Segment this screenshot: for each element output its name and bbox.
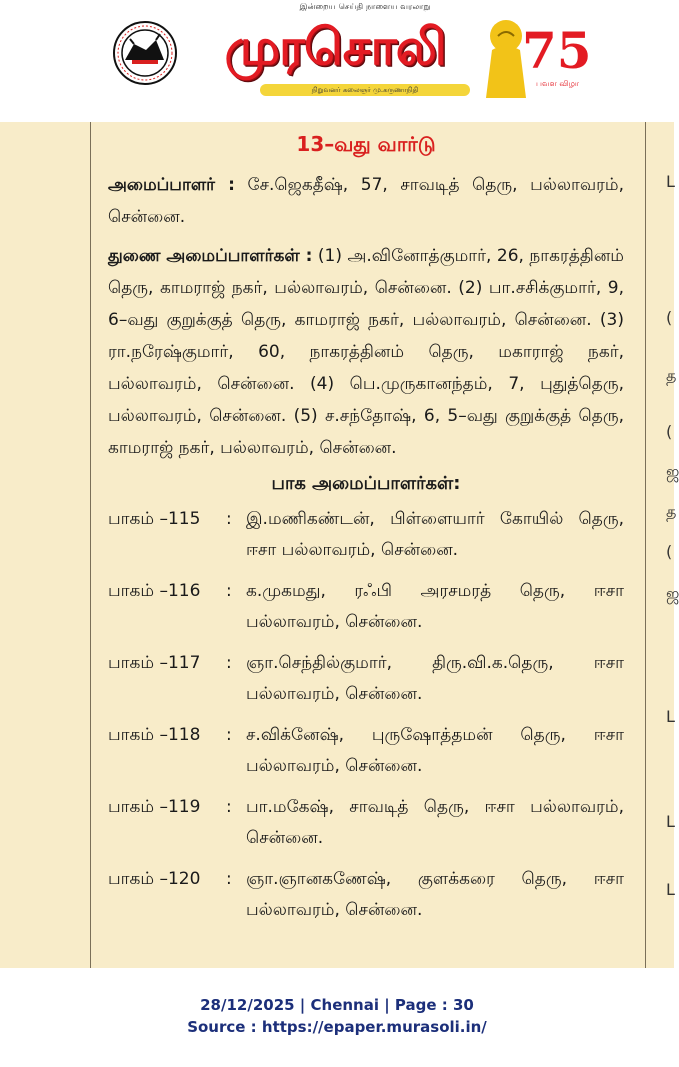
booth-row (108, 504, 624, 566)
booth-label: பாகம் –120 (108, 869, 201, 889)
booth-text: ச.விக்னேஷ், புருஷோத்தமன் தெரு, ஈசா பல்லாவரம், சென்னை. (246, 725, 624, 776)
ward-title: 13–வது வார்டு (296, 132, 436, 156)
booth-row (108, 576, 624, 638)
booth-label: பாகம் –115 (108, 509, 201, 529)
booth-text: ஞா.ஞானகணேஷ், குளக்கரை தெரு, ஈசா பல்லாவரம், சென்னை. (246, 869, 624, 920)
adjacent-column-fragment: ஜ (666, 462, 679, 481)
deputy-label: துணை அமைப்பாளர்கள் : (108, 246, 313, 266)
adjacent-column-fragment: L (666, 880, 675, 899)
booth-row (108, 792, 624, 854)
organizer-paragraph (108, 169, 624, 233)
booth-text: ஞா.செந்தில்குமார், திரு.வி.க.தெரு, ஈசா பல்லாவரம், சென்னை. (246, 653, 624, 704)
newspaper-page (0, 122, 679, 968)
deputy-text: (1) அ.வினோத்குமார், 26, நாகரத்தினம் தெரு, காமராஜ் நகர், பல்லாவரம், சென்னை. (2) பா.சசிக்குமார், 9, 6–வது குறுக்குத் தெரு, காமராஜ் நகர், பல்லாவரம், சென்னை. (3) ரா.நரேஷ்குமார், 60, நாகரத்தினம் தெரு, மகாராஜ் நகர், பல்லாவரம், சென்னை. (4) பெ.முருகானந்தம், 7, புதுத்தெரு, பல்லாவரம், சென்னை. (5) ச.சந்தோஷ், 6, 5–வது குறுக்குத் தெரு, காமராஜ் நகர், பல்லாவரம், சென்னை. (108, 246, 624, 458)
organizer-text: சே.ஜெகதீஷ், 57, சாவடித் தெரு, பல்லாவரம், சென்னை. (108, 175, 625, 227)
booth-text: பா.மகேஷ், சாவடித் தெரு, ஈசா பல்லாவரம், சென்னை. (246, 797, 624, 848)
page-footer (0, 968, 674, 1067)
anniversary-caption: பவள விழா (536, 79, 580, 88)
adjacent-column-fragment: L (666, 812, 675, 831)
adjacent-column-fragment: த (666, 366, 677, 385)
booth-heading: பாக அமைப்பாளர்கள்: (271, 473, 461, 494)
booth-separator: : (226, 797, 232, 817)
masthead (0, 0, 674, 122)
organizer-label: அமைப்பாளர் : (108, 175, 235, 195)
masthead-logo: முரசொலி (224, 18, 446, 76)
booth-label: பாகம் –116 (108, 581, 201, 601)
footer-dateline: 28/12/2025 | Chennai | Page : 30 (200, 996, 474, 1014)
booth-separator: : (226, 869, 232, 889)
adjacent-column-fragment: த (666, 502, 677, 521)
booth-row (108, 864, 624, 926)
booth-label: பாகம் –119 (108, 797, 201, 817)
adjacent-column-fragment: ( (666, 422, 673, 441)
footer-source-link[interactable]: Source : https://epaper.murasoli.in/ (187, 1018, 487, 1036)
anniversary-emblem-icon (476, 6, 592, 102)
booth-separator: : (226, 725, 232, 745)
column-rule-right (645, 122, 646, 968)
booth-label: பாகம் –118 (108, 725, 201, 745)
booth-row (108, 720, 624, 782)
booth-separator: : (226, 509, 232, 529)
ward-article (108, 122, 624, 936)
adjacent-column-fragment: ஜ (666, 584, 679, 603)
masthead-sub-tagline: நிறுவனர் கலைஞர் மு.கருணாநிதி (260, 84, 470, 96)
booth-label: பாகம் –117 (108, 653, 201, 673)
column-rule-left (90, 122, 91, 968)
booth-separator: : (226, 581, 232, 601)
adjacent-column-fragment: L (666, 707, 675, 726)
booth-text: க.முகமது, ரஃபி அரசமரத் தெரு, ஈசா பல்லாவரம், சென்னை. (246, 581, 624, 632)
booth-text: இ.மணிகண்டன், பிள்ளையார் கோயில் தெரு, ஈசா பல்லாவரம், சென்னை. (246, 509, 624, 560)
party-seal-icon (112, 20, 178, 86)
adjacent-column-fragment: ( (666, 542, 673, 561)
adjacent-column-fragment: L (666, 172, 675, 191)
masthead-tagline: இன்றைய செய்தி நாளைய வரலாறு (299, 2, 431, 11)
anniversary-number: 75 (522, 21, 592, 80)
booth-separator: : (226, 653, 232, 673)
adjacent-column-fragment: ( (666, 308, 673, 327)
booth-row (108, 648, 624, 710)
deputy-paragraph (108, 240, 624, 464)
